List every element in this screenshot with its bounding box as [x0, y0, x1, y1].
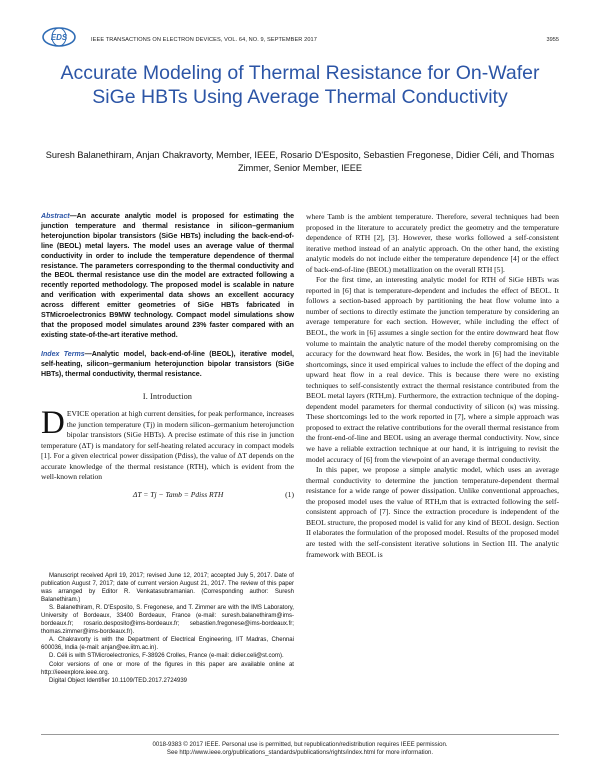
page-footer	[0, 741, 600, 758]
equation-1	[41, 490, 294, 501]
footnote: Color versions of one or more of the figures in this paper are available online at http://ieeexplore.ieee.org.	[41, 661, 294, 676]
paper-title: Accurate Modeling of Thermal Resistance for On-Wafer SiGe HBTs Using Average Thermal Conductivity	[60, 62, 540, 108]
intro-text: EVICE operation at high current densities, for peak performance, increases the junction temperature (Tj) in modern silicon–germanium heterojunction bipolar transistors (SiGe HBTs). A precise estimate of this rise in junction temperature (ΔT) is mandatory for self-heating related accuracy in compact models [1]. For a given electrical power dissipation (Pdiss), the value of ΔT depends on the accurate knowledge of the thermal resistance (RTH), which is evident from the well-known relation	[41, 409, 294, 482]
abstract-text: —An accurate analytic model is proposed for estimating the junction temperature and thermal resistance in silicon–germanium heterojunction bipolar transistors (SiGe HBTs) including the back-end-of-line (BEOL) metal layers. The model uses an average value of thermal conductivity in order to include the temperature dependence of thermal resistance. The parameters corresponding to the thermal conductivity and the BEOL thermal resistance use din the model are extracted following a recently reported methodology. The proposed model is scalable in nature and verification with experimental data shows an excellent accuracy across different emitter geometries of SiGe HBTs fabricated in STMicroelectronics B9MW technology. Compact model simulations show that the proposed model simulates around 23% faster compared with an existing state-of-the-art iterative method.	[41, 213, 294, 339]
rights-link-line: See http://www.ieee.org/publications_standards/publications/rights/index.html for more information.	[166, 749, 434, 757]
body-paragraph: For the first time, an interesting analytic model for RTH of SiGe HBTs was reported in [6] that is temperature-dependent and includes the effect of BEOL. It follows a section-based approach by partitioning the heat flow volume into a number of sections to directly estimate the junction temperature by considering an average temperature for each section. However, while including the effect of BEOL, the work in [6] assumes a single section for the entire downward heat flow volume to maintain the analytic nature of the model thereby compromising on the accuracy for the downward heat flow. Besides, the work in [6] had the inevitable shortcomings, since it used empirical values to include the effect of the doping and upward heat flow in a real device. This is because there were no existing techniques to self-consistently extract the thermal resistance contributed from the BEOL metal layers (RTH,m). Furthermore, the extraction technique of the doping-dependent model parameters for thermal conductivity of silicon (κ) was missing. These shortcomings led to the work reported in [7], where a simple approach was proposed to extract the relative contributions for the overall thermal resistance from the front-end-of-line and BEOL using an average thermal conductivity. Now, since we have a reliable extraction technique at our hand, it is intriguing to revisit the model accuracy of [6] from the viewpoint of an average thermal conductivity.	[306, 275, 559, 464]
intro-paragraph	[41, 405, 294, 483]
body-paragraph: In this paper, we propose a simple analytic model, which uses an average thermal conductivity to determine the junction temperature-dependent thermal resistance for a wide range of power dissipation. Unlike conventional approaches, the proposed model uses the value of RTH,m that is extracted following the self-consistent approach of [7]. Since the extraction procedure is independent of the BEOL structure, the proposed model is valid for any kind of BEOL design. Section II elaborates the formulation of the proposed model. Results of the proposed model are tested with the self-consistent iterative solutions in Section III. The analytic framework with BEOL is	[306, 465, 559, 559]
left-column	[41, 212, 294, 507]
page-header	[0, 0, 600, 52]
index-terms-label: Index Terms	[41, 350, 85, 358]
right-column	[306, 212, 559, 560]
eds-logo-icon	[41, 26, 77, 48]
body-paragraph: where Tamb is the ambient temperature. Therefore, several techniques had been proposed in the literature to accurately predict the geometry and the temperature dependence of RTH [2], [3]. However, these works followed a self-consistent iterative method instead of an analytic approach. On the other hand, the existing analytic models do not include either the temperature dependence [4] or the effect of back-end-of-line (BEOL) metallization on the overall RTH [5].	[306, 212, 559, 274]
journal-citation: IEEE TRANSACTIONS ON ELECTRON DEVICES, VOL. 64, NO. 9, SEPTEMBER 2017	[91, 37, 317, 43]
index-terms	[41, 350, 294, 380]
equation-number: (1)	[285, 489, 294, 499]
footnotes	[41, 572, 294, 685]
equation-text: ΔT = Tj − Tamb = Pdiss RTH	[132, 489, 224, 499]
drop-cap: D	[41, 405, 65, 442]
author-list: Suresh Balanethiram, Anjan Chakravorty, Member, IEEE, Rosario D'Esposito, Sebastien Fregonese, Didier Céli, and Thomas Zimmer, Senior Member, IEEE	[45, 150, 555, 173]
abstract-label: Abstract	[41, 213, 70, 220]
abstract	[41, 212, 294, 341]
footnote: S. Balanethiram, R. D'Esposito, S. Fregonese, and T. Zimmer are with the IMS Laboratory, University of Bordeaux, 33400 Bordeaux, France (e-mail: suresh.balanethiram@ims-bordeaux.fr; rosario.desposito@ims-bordeaux.fr; sebastien.fregonese@ims-bordeaux.fr; thomas.zimmer@ims-bordeaux.fr).	[41, 605, 294, 636]
copyright-line: 0018-9383 © 2017 IEEE. Personal use is permitted, but republication/redistribution requires IEEE permission.	[152, 741, 448, 748]
footer-divider	[41, 734, 559, 735]
footnote: A. Chakravorty is with the Department of Electrical Engineering, IIT Madras, Chennai 600036, India (e-mail: anjan@ee.iitm.ac.in).	[41, 637, 294, 652]
section-heading: I. Introduction	[142, 391, 193, 401]
svg-text:EDS: EDS	[50, 33, 68, 42]
page-number: 3955	[546, 37, 559, 43]
footnote: D. Céli is with STMicroelectronics, F-38926 Crolles, France (e-mail: didier.celi@st.com).	[49, 653, 284, 660]
footnote: Digital Object Identifier 10.1109/TED.2017.2724939	[49, 677, 188, 684]
index-terms-text: —Analytic model, back-end-of-line (BEOL), iterative model, self-heating, silicon–germanium heterojunction bipolar transistors (SiGe HBTs), thermal conductivity, thermal resistance.	[41, 350, 294, 378]
footnote: Manuscript received April 19, 2017; revised June 12, 2017; accepted July 5, 2017. Date of publication August 7, 2017; date of current version August 21, 2017. The review of this paper was arranged by Editor R. Venkatasubramanian. (Corresponding author: Suresh Balanethiram.)	[41, 573, 294, 604]
